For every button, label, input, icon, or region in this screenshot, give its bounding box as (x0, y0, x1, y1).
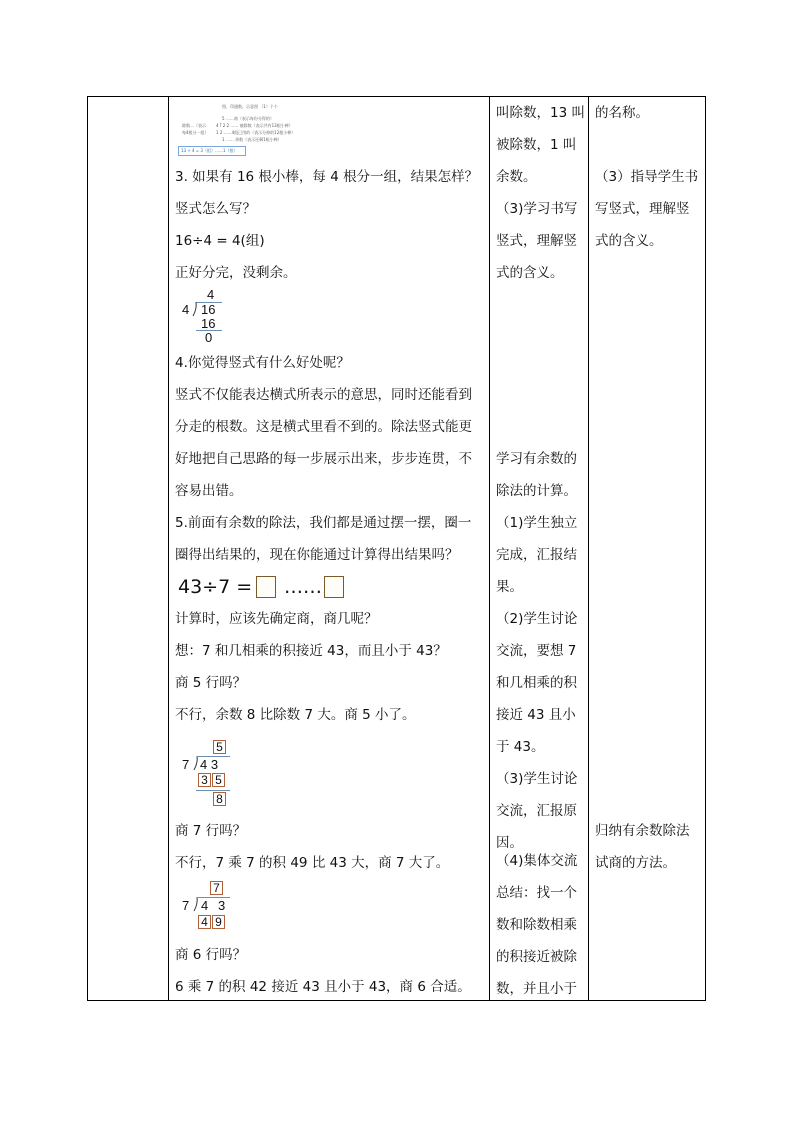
product-digit-2: 9 (212, 915, 225, 929)
quotient-box: 7 (210, 881, 223, 895)
text-line: 商 5 行吗？ (175, 675, 247, 691)
text-line: 竖式不仅能表达横式所表示的意思，同时还能看到 (175, 387, 472, 403)
text-line: 竖式，理解竖 (496, 233, 577, 249)
quotient-blank-box (256, 576, 276, 598)
long-division-trial-5 (180, 739, 240, 809)
text-line: 6 乘 7 的积 42 接近 43 且小于 43，商 6 合适。 (175, 979, 471, 995)
thumb-title: 图、印通数、示意图 （1）个个 (222, 104, 278, 109)
product-digit-1: 3 (198, 773, 211, 787)
column-divider-3 (588, 97, 589, 1000)
quotient-box: 5 (213, 740, 226, 754)
product-digit-1: 4 (198, 915, 211, 929)
long-division-16-by-4 (178, 287, 238, 343)
thumb-line-4: 1 …… 余数（表示还剩1根小棒） (222, 137, 282, 142)
thumb-line-3b: 1 2 ……4组已用的（表示分掉的12根小棒） (216, 130, 296, 135)
text-line: 交流，汇报原 (496, 803, 577, 819)
text-line: 4.你觉得竖式有什么好处呢？ (175, 355, 350, 371)
text-line: 不行，余数 8 比除数 7 大。商 5 小了。 (175, 707, 416, 723)
text-line: 不行，7 乘 7 的积 49 比 43 大，商 7 大了。 (175, 855, 450, 871)
text-line: 5.前面有余数的除法，我们都是通过摆一摆，圈一 (175, 515, 472, 531)
long-division-trial-7 (180, 879, 240, 935)
text-line: 果。 (496, 579, 523, 595)
text-line: 圈得出结果的，现在你能通过计算得出结果吗？ (175, 547, 459, 563)
dividend: 4 3 (200, 757, 219, 772)
text-line: 于 43。 (496, 739, 545, 755)
text-line: （3)学生讨论 (496, 771, 578, 787)
text-line: （3)学习书写 (496, 201, 578, 217)
text-line: 叫除数，13 叫 (496, 105, 585, 121)
product: 16 (201, 316, 216, 331)
thumb-line-3a: 每4根分一组） (182, 130, 209, 135)
division-bracket (192, 301, 198, 317)
thumb-line-2a: 除数…（表示 (182, 123, 206, 128)
remainder: 0 (205, 330, 213, 345)
text-line: 余数。 (496, 169, 537, 185)
text-line: 被除数，1 叫 (496, 137, 577, 153)
text-line: 接近 43 且小 (496, 707, 576, 723)
text-line: 想：7 和几相乘的积接近 43，而且小于 43？ (175, 643, 447, 659)
division-bracket (193, 896, 199, 912)
text-line: 试商的方法。 (595, 855, 676, 871)
text-line: 商 7 行吗？ (175, 823, 247, 839)
text-line: 完成，汇报结 (496, 547, 577, 563)
text-line: 总结：找一个 (496, 885, 577, 901)
text-line: 正好分完，没剩余。 (175, 265, 297, 281)
column-divider-1 (168, 97, 169, 1000)
text-line: 容易出错。 (175, 483, 243, 499)
text-line: 好地把自己思路的每一步展示出来，步步连贯，不 (175, 451, 472, 467)
dividend-digit-2: 3 (218, 898, 226, 913)
board-thumbnail (174, 104, 296, 156)
text-line: （3）指导学生书 (595, 169, 699, 185)
text-line: 数和除数相乘 (496, 917, 577, 933)
thumb-line-1: 5 ……商（表示每份分得的） (222, 116, 274, 121)
text-line: 的名称。 (595, 105, 649, 121)
text-line: 式的含义。 (595, 233, 663, 249)
text-line: 16÷4 = 4(组) (175, 233, 265, 249)
divisor: 7 (182, 898, 190, 913)
text-line: 3. 如果有 16 根小棒，每 4 根分一组，结果怎样？ (175, 169, 479, 185)
subtraction-line (196, 790, 230, 791)
division-bracket (193, 755, 199, 771)
text-line: 数，并且小于 (496, 981, 577, 997)
divisor: 4 (182, 302, 190, 317)
equation-dots: …… (284, 576, 322, 598)
text-line: 交流，要想 7 (496, 643, 577, 659)
remainder-box: 8 (213, 792, 226, 806)
thumb-line-2b: 4 ⟌ 2 2 …… 被除数（表示共有13根小棒） (216, 123, 293, 128)
text-line: 商 6 行吗？ (175, 947, 247, 963)
text-line: 式的含义。 (496, 265, 564, 281)
text-line: （1)学生独立 (496, 515, 578, 531)
dividend-digit-1: 4 (201, 898, 209, 913)
quotient: 4 (207, 287, 215, 302)
text-line: 计算时，应该先确定商，商几呢？ (175, 611, 378, 627)
text-line: 和几相乘的积 (496, 675, 577, 691)
lesson-table (87, 96, 706, 1001)
text-line: 写竖式，理解竖 (595, 201, 690, 217)
column-divider-2 (489, 97, 490, 1000)
text-line: 因。 (496, 835, 523, 851)
remainder-blank-box (324, 576, 344, 598)
text-line: 除法的计算。 (496, 483, 577, 499)
thumb-caption: 13 ÷ 4 = 3（组）……1（根） (181, 148, 238, 153)
text-line: 的积接近被除 (496, 949, 577, 965)
text-line: 归纳有余数除法 (595, 823, 690, 839)
product-digit-2: 5 (212, 773, 225, 787)
dividend: 16 (201, 302, 216, 317)
text-line: （4)集体交流 (496, 853, 578, 869)
text-line: 分走的根数。这是横式里看不到的。除法竖式能更 (175, 419, 472, 435)
thumb-caption-box (178, 146, 246, 156)
equation-43-div-7 (178, 574, 348, 600)
equation-left: 43÷7 = (178, 576, 253, 598)
divisor: 7 (182, 757, 190, 772)
text-line: 竖式怎么写？ (175, 201, 256, 217)
text-line: 学习有余数的 (496, 451, 577, 467)
text-line: （2)学生讨论 (496, 611, 578, 627)
